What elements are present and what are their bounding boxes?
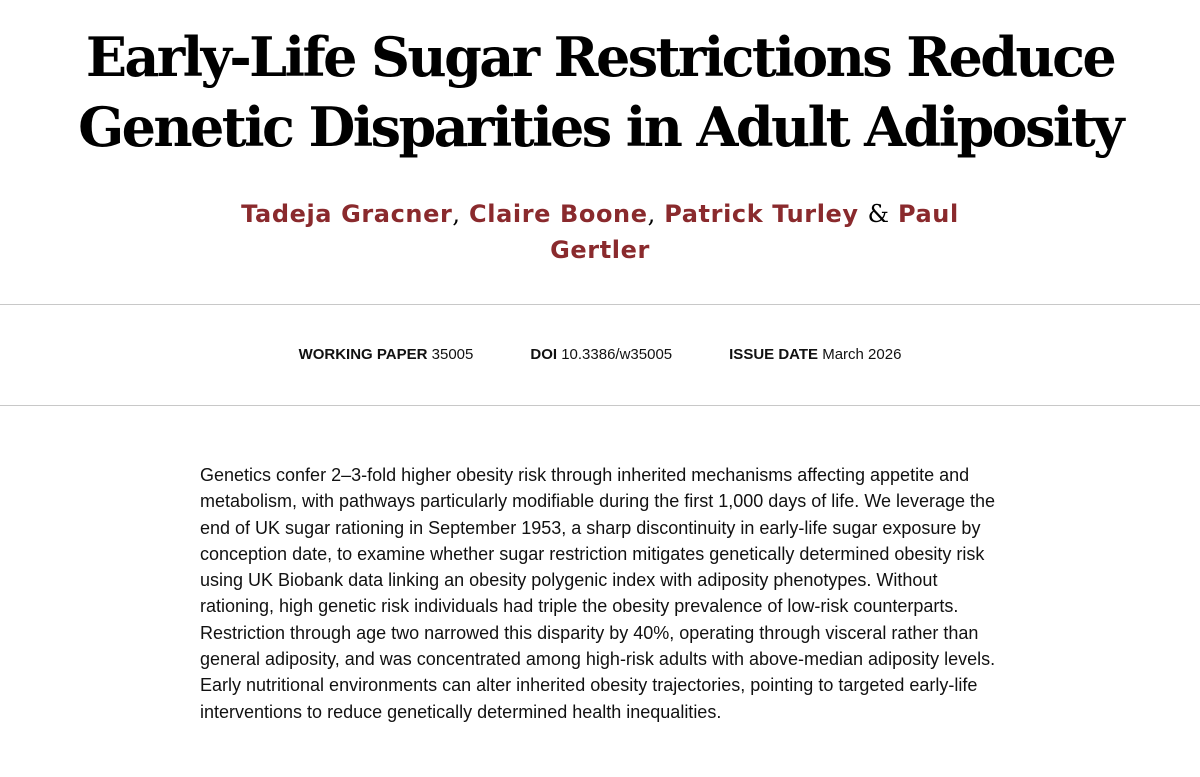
- author-separator: ,: [647, 200, 656, 228]
- author-link-claire-boone[interactable]: Claire Boone: [469, 200, 648, 228]
- paper-metadata: [0, 345, 1200, 365]
- issue-date-label: ISSUE DATE: [729, 346, 819, 363]
- divider-bottom: [0, 405, 1200, 406]
- working-paper-number: [299, 345, 474, 365]
- author-link-patrick-turley[interactable]: Patrick Turley: [664, 200, 859, 228]
- doi-value: 10.3386/w35005: [561, 346, 673, 363]
- paper-title: Early-Life Sugar Restrictions Reduce Genetic Disparities in Adult Adiposity: [78, 25, 1122, 159]
- abstract-text: Genetics confer 2–3-fold higher obesity risk through inherited mechanisms affecting appetite and metabolism, with pathways particularly modifiable during the first 1,000 days of life. We leverage the end of UK sugar rationing in September 1953, a sharp discontinuity in early-life sugar exposure by conception date, to examine whether sugar restriction mitigates genetically determined obesity risk using UK Biobank data linking an obesity polygenic index with adiposity phenotypes. Without rationing, high genetic risk individuals had triple the obesity prevalence of low-risk counterparts. Restriction through age two narrowed this disparity by 40%, operating through visceral rather than general adiposity, and was concentrated among high-risk adults with above-median adiposity levels. Early nutritional environments can alter inherited obesity trajectories, pointing to targeted early-life interventions to reduce genetically determined health inequalities.: [200, 465, 996, 722]
- author-ampersand: &: [867, 200, 889, 228]
- issue-date-value: March 2026: [822, 346, 902, 363]
- issue-date: [729, 345, 901, 365]
- doi-label: DOI: [530, 346, 558, 363]
- author-link-paul-gertler[interactable]: Paul Gertler: [550, 200, 959, 264]
- doi: [530, 345, 672, 365]
- divider-top: [0, 304, 1200, 305]
- author-separator: ,: [452, 200, 461, 228]
- working-paper-label: WORKING PAPER: [298, 346, 428, 363]
- author-list: [220, 196, 980, 268]
- working-paper-value: 35005: [431, 346, 474, 363]
- author-link-tadeja-gracner[interactable]: Tadeja Gracner: [241, 200, 453, 228]
